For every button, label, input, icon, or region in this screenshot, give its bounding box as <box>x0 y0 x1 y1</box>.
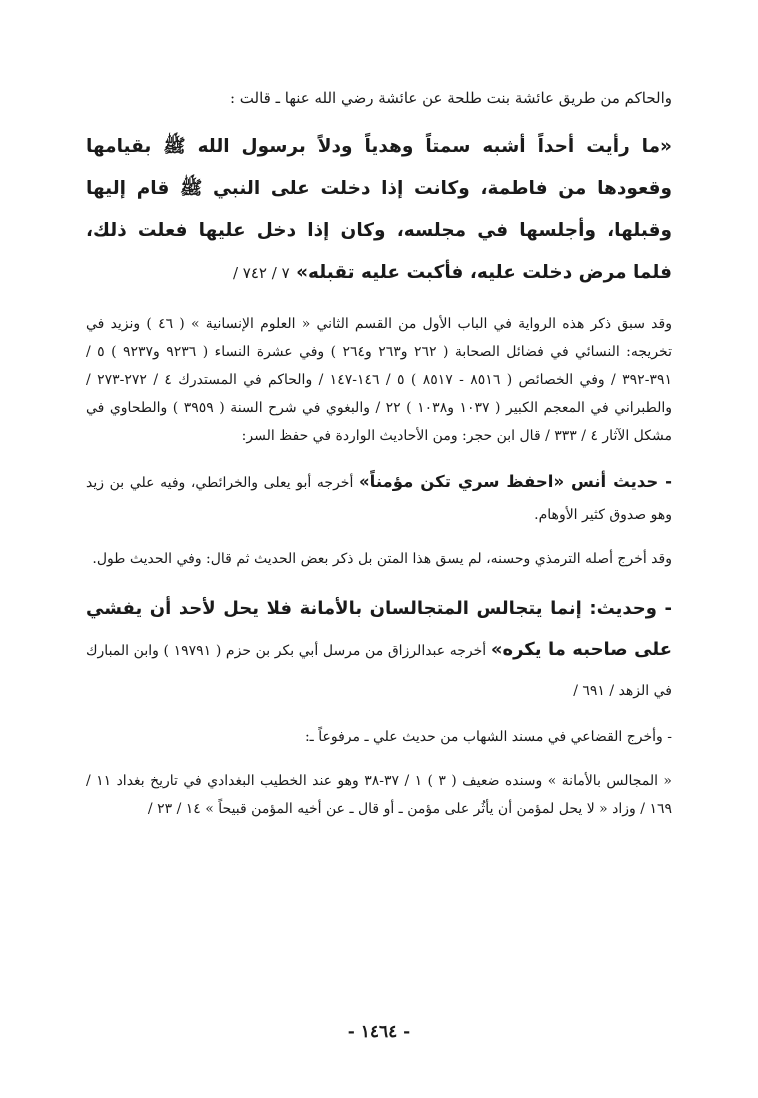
majalis-paragraph: « المجالس بالأمانة » وسنده ضعيف ( ٣ ) ١ / ٣٧-٣٨ وهو عند الخطيب البغدادي في تاريخ بغداد ١١ / ١٦٩ / وزاد « لا يحل لمؤمن أن يأثُر على مؤمن ـ أو قال ـ عن أخيه المؤمن قبيحاً » ١٤ / ٢٣ / <box>86 773 673 817</box>
hadith-amana-text: - وحديث: إنما يتجالس المتجالسان بالأمانة فلا يحل لأحد أن يفشي على صاحبه ما يكره» <box>86 598 672 660</box>
intro-line: والحاكم من طريق عائشة بنت طلحة عن عائشة رضي الله عنها ـ قالت : <box>229 89 672 107</box>
hadith-amana <box>86 589 672 711</box>
hadith-main <box>86 126 672 294</box>
hadith-main-text: «ما رأيت أحداً أشبه سمتاً وهدياً ودلاً برسول الله ﷺ بقيامها وقعودها من فاطمة، وكانت إذا دخلت على النبي ﷺ قام إليها وقبلها، وأجلسها في مجلسه، وكان إذا دخل عليها فعلت ذلك، فلما مرض دخلت عليه، فأكبت عليه تقبله» <box>86 136 672 283</box>
hadith-amana-rest: أخرجه عبدالرزاق من مرسل أبي بكر بن حزم ( ١٩٧٩١ ) وابن المبارك في الزهد / ٦٩١ / <box>86 643 672 699</box>
qudai-line: - وأخرج القضاعي في مسند الشهاب من حديث علي ـ مرفوعاً ـ: <box>304 729 672 745</box>
hadith-anas <box>86 466 672 531</box>
page-body <box>86 84 672 839</box>
hadith-anas-text: «احفظ سري تكن مؤمناً» <box>358 472 565 491</box>
hadith-anas-prefix: - حديث أنس <box>564 472 672 491</box>
takhrij-paragraph: وقد سبق ذكر هذه الرواية في الباب الأول من القسم الثاني « العلوم الإنسانية » ( ٤٦ ) ونزيد في تخريجه: النسائي في فضائل الصحابة ( ٢٦٢ و٢٦٣ و٢٦٤ ) وفي عشرة النساء ( ٩٢٣٦ و٩٢٣٧ ) ٥ / ٣٩١-٣٩٢ / وفي الخصائص ( ٨٥١٦ - ٨٥١٧ ) ٥ / ١٤٦-١٤٧ / والحاكم في المستدرك ٤ / ٢٧٢-٢٧٣ / والطبراني في المعجم الكبير ( ١٠٣٧ و١٠٣٨ ) ٢٢ / والبغوي في شرح السنة ( ٣٩٥٩ ) والطحاوي في مشكل الآثار ٤ / ٣٣٣ / قال ابن حجر: ومن الأحاديث الواردة في حفظ السر: <box>86 316 672 444</box>
tirmidhi-paragraph: وقد أخرج أصله الترمذي وحسنه، لم يسق هذا المتن بل ذكر بعض الحديث ثم قال: وفي الحديث طول. <box>92 551 672 567</box>
hadith-anas-rest: أخرجه أبو يعلى والخرائطي، وفيه علي بن زيد وهو صدوق كثير الأوهام. <box>86 475 672 523</box>
page-number: - ١٤٦٤ - <box>347 1022 411 1042</box>
hadith-main-ref: ٧ / ٧٤٢ / <box>232 264 290 282</box>
